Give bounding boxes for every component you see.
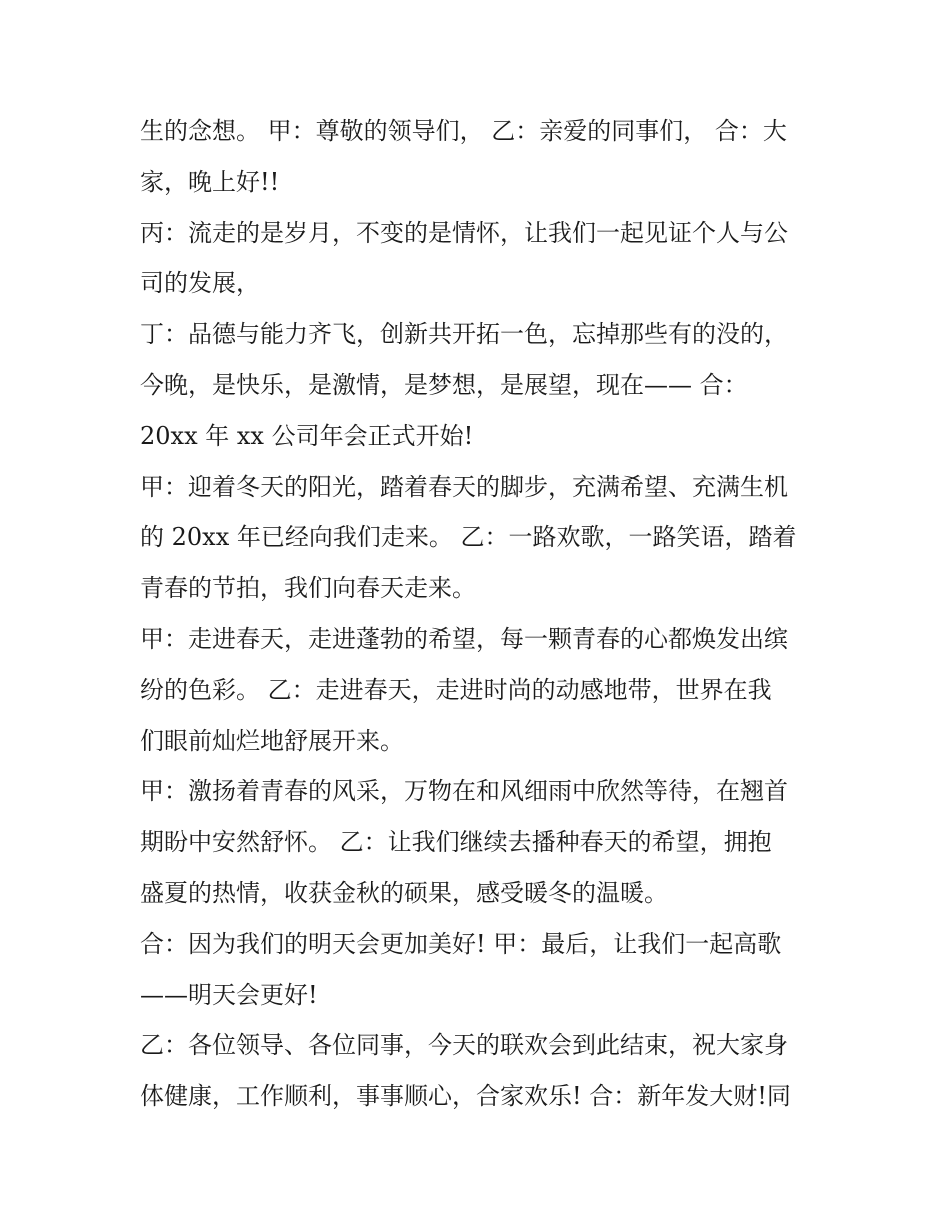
text-line: 纷的色彩。 乙：走进春天，走进时尚的动感地带，世界在我 [140, 675, 772, 704]
text-line: 乙：各位领导、各位同事，今天的联欢会到此结束，祝大家身 [140, 1031, 788, 1060]
document-body [140, 106, 820, 1122]
text-line: 丁：品德与能力齐飞，创新共开拓一色，忘掉那些有的没的， [140, 320, 788, 349]
text-line: 家，晚上好!! [140, 167, 280, 196]
text-line: 体健康，工作顺利，事事顺心，合家欢乐! 合：新年发大财!同 [140, 1082, 791, 1111]
text-line: 青春的节拍，我们向春天走来。 [140, 574, 476, 603]
text-line: 盛夏的热情，收获金秋的硕果，感受暖冬的温暖。 [140, 878, 668, 907]
text-line: 甲：激扬着青春的风采，万物在和风细雨中欣然等待，在翘首 [140, 777, 788, 806]
text-line: 期盼中安然舒怀。 乙：让我们继续去播种春天的希望，拥抱 [140, 828, 772, 857]
text-line: ——明天会更好! [140, 980, 318, 1009]
text-line: 20xx 年 xx 公司年会正式开始! [140, 421, 474, 450]
text-line: 司的发展， [140, 269, 260, 298]
text-line: 生的念想。 甲：尊敬的领导们， 乙：亲爱的同事们， 合：大 [140, 117, 787, 145]
text-line: 丙：流走的是岁月，不变的是情怀，让我们一起见证个人与公 [140, 218, 788, 247]
text-line: 今晚，是快乐，是激情，是梦想，是展望，现在—— 合： [140, 370, 748, 399]
text-line: 甲：迎着冬天的阳光，踏着春天的脚步，充满希望、充满生机 [140, 472, 788, 501]
text-line: 合：因为我们的明天会更加美好! 甲：最后，让我们一起高歌 [140, 929, 782, 958]
text-line: 的 20xx 年已经向我们走来。 乙：一路欢歌，一路笑语，踏着 [140, 523, 797, 552]
text-line: 们眼前灿烂地舒展开来。 [140, 726, 404, 755]
text-line: 甲：走进春天，走进蓬勃的希望，每一颗青春的心都焕发出缤 [140, 624, 788, 653]
